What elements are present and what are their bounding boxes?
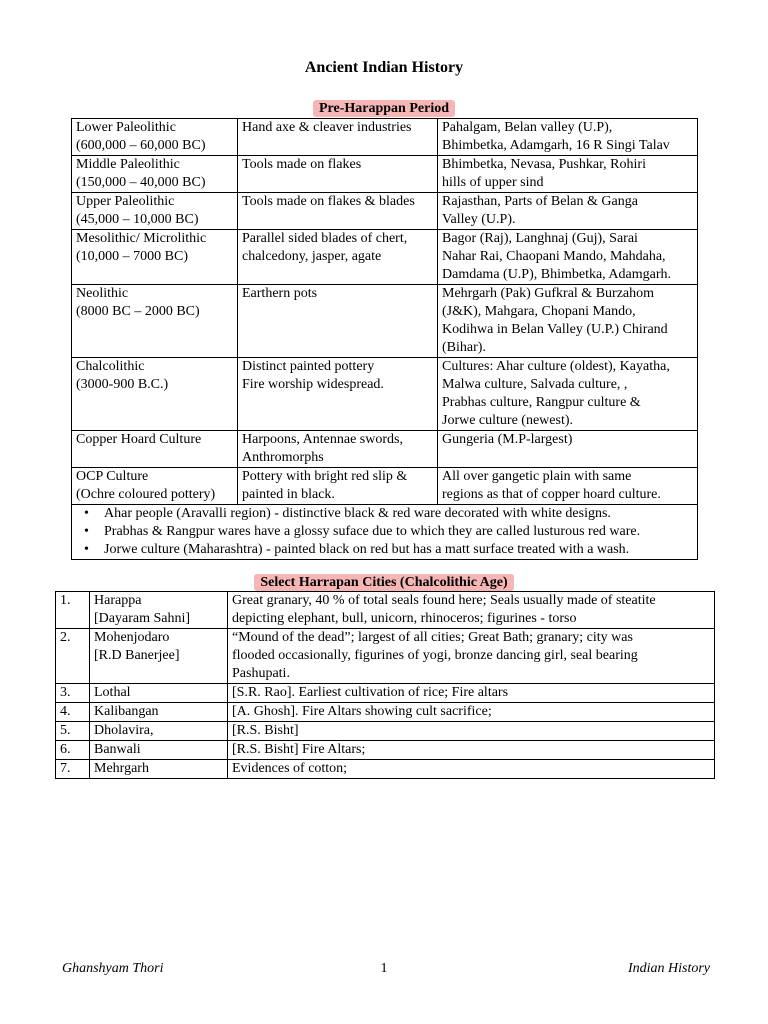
table-cell: Neolithic (8000 BC – 2000 BC) [72,285,238,358]
table-cell: Harpoons, Antennae swords, Anthromorphs [238,431,438,468]
table-cell: Mohenjodaro [R.D Banerjee] [90,629,228,684]
table-cell: 1. [56,592,90,629]
table-cell: Rajasthan, Parts of Belan & Ganga Valley (U.P). [438,193,698,230]
table-cell: Banwali [90,741,228,760]
table-cell: Distinct painted pottery Fire worship widespread. [238,358,438,431]
table-cell: Pahalgam, Belan valley (U.P), Bhimbetka, Adamgarh, 16 R Singi Talav [438,119,698,156]
list-item: • Jorwe culture (Maharashtra) - painted black on red but has a matt surface treated with a wash. [104,541,693,559]
table-cell: 2. [56,629,90,684]
table-cell: [S.R. Rao]. Earliest cultivation of rice; Fire altars [228,684,715,703]
harappan-cities-table [55,591,715,779]
footer-page-number: 1 [380,961,388,976]
table-cell: Great granary, 40 % of total seals found here; Seals usually made of steatite depicting elephant, bull, unicorn, rhinoceros; figurines - torso [228,592,715,629]
table-cell: Tools made on flakes [238,156,438,193]
table-cell: 3. [56,684,90,703]
table-row [56,684,715,703]
table-row [72,193,698,230]
table-row [56,592,715,629]
table-cell: Middle Paleolithic (150,000 – 40,000 BC) [72,156,238,193]
table-cell: “Mound of the dead”; largest of all cities; Great Bath; granary; city was flooded occasionally, figurines of yogi, bronze dancing girl, seal bearing Pashupati. [228,629,715,684]
section-heading-label: Pre-Harappan Period [313,100,455,117]
table-cell: Cultures: Ahar culture (oldest), Kayatha, Malwa culture, Salvada culture, , Prabhas culture, Rangpur culture & Jorwe culture (newest). [438,358,698,431]
table-cell: [A. Ghosh]. Fire Altars showing cult sacrifice; [228,703,715,722]
table-row [56,629,715,684]
pre-harappan-table [71,118,698,560]
table-cell: Bhimbetka, Nevasa, Pushkar, Rohiri hills of upper sind [438,156,698,193]
footer-author: Ghanshyam Thori [62,961,164,976]
table-cell: Mehrgarh (Pak) Gufkral & Burzahom (J&K), Mahgara, Chopani Mando, Kodihwa in Belan Valley (U.P.) Chirand (Bihar). [438,285,698,358]
table-cell: OCP Culture (Ochre coloured pottery) [72,468,238,505]
table-cell: Mesolithic/ Microlithic (10,000 – 7000 BC) [72,230,238,285]
table-cell: Hand axe & cleaver industries [238,119,438,156]
table-cell: Gungeria (M.P-largest) [438,431,698,468]
table-row [72,468,698,505]
table-cell: 5. [56,722,90,741]
notes-row [72,505,698,560]
table-cell: 4. [56,703,90,722]
section-heading-pre-harappan [0,99,768,117]
table-cell: Copper Hoard Culture [72,431,238,468]
table-cell: Earthern pots [238,285,438,358]
table-cell: [R.S. Bisht] Fire Altars; [228,741,715,760]
table-row [72,358,698,431]
table-cell: Lower Paleolithic (600,000 – 60,000 BC) [72,119,238,156]
table-cell: Pottery with bright red slip & painted in black. [238,468,438,505]
list-item: • Prabhas & Rangpur wares have a glossy suface due to which they are called lusturous red ware. [104,523,693,541]
page-title: Ancient Indian History [304,59,464,76]
table-row [72,156,698,193]
section-heading-harappan-cities [0,573,768,591]
table-cell: Dholavira, [90,722,228,741]
table-cell: [R.S. Bisht] [228,722,715,741]
table-cell: Chalcolithic (3000-900 B.C.) [72,358,238,431]
section-heading-label: Select Harrapan Cities (Chalcolithic Age) [254,574,513,591]
table-cell: Bagor (Raj), Langhnaj (Guj), Sarai Nahar Rai, Chaopani Mando, Mahdaha, Damdama (U.P), Bhimbetka, Adamgarh. [438,230,698,285]
table-cell: Parallel sided blades of chert, chalcedony, jasper, agate [238,230,438,285]
table-row [56,741,715,760]
table-cell: Mehrgarh [90,760,228,779]
notes-list [76,505,693,559]
table-row [72,285,698,358]
table-cell: Evidences of cotton; [228,760,715,779]
table-cell: Tools made on flakes & blades [238,193,438,230]
list-item: • Ahar people (Aravalli region) - distinctive black & red ware decorated with white designs. [104,505,693,523]
table-cell: Upper Paleolithic (45,000 – 10,000 BC) [72,193,238,230]
table-row [72,431,698,468]
table-row [56,703,715,722]
table-cell: All over gangetic plain with same regions as that of copper hoard culture. [438,468,698,505]
table-row [56,760,715,779]
table-row [72,230,698,285]
table-row [72,119,698,156]
table-cell: Lothal [90,684,228,703]
table-row [56,722,715,741]
footer-subject: Indian History [627,961,710,976]
notes-cell [72,505,698,560]
table-cell: 6. [56,741,90,760]
table-cell: 7. [56,760,90,779]
table-cell: Kalibangan [90,703,228,722]
table-cell: Harappa [Dayaram Sahni] [90,592,228,629]
